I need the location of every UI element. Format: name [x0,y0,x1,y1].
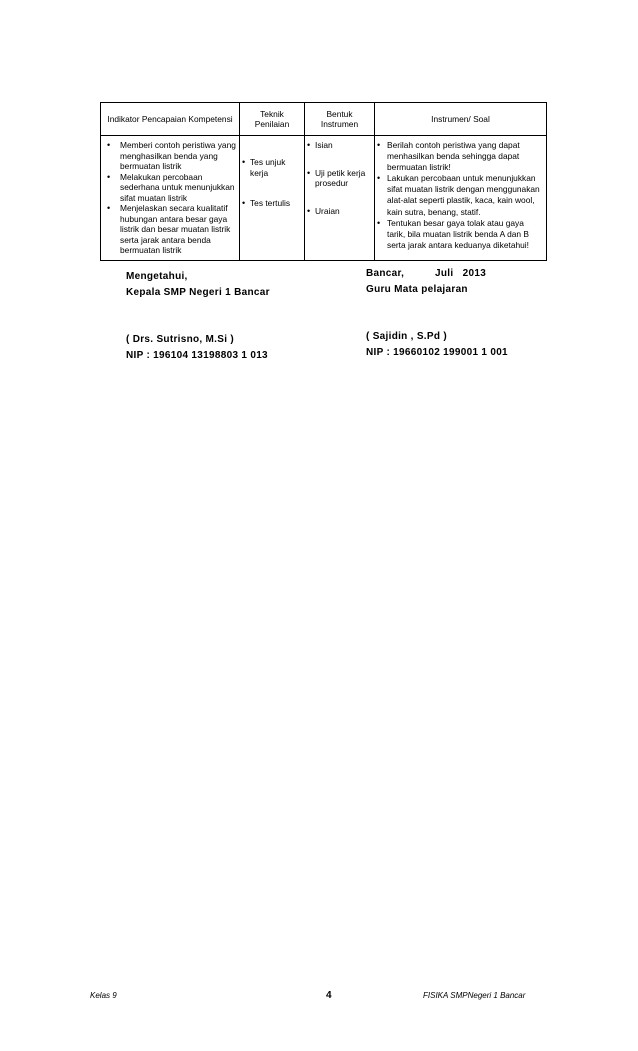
page-number: 4 [326,990,332,1001]
table-row [101,136,547,261]
header-teknik: Teknik Penilaian [240,103,305,136]
table-header-row [101,103,547,136]
right-sign-nip: NIP : 19660102 199001 1 001 [366,347,508,358]
list-item: • Tes tertulis [240,198,301,209]
header-soal: Instrumen/ Soal [375,103,547,136]
list-item: • Isian [305,140,371,151]
cell-bentuk [305,136,375,261]
cell-teknik [240,136,305,261]
right-sign-name: ( Sajidin , S.Pd ) [366,331,447,342]
list-item: • Tentukan besar gaya tolak atau gaya tarik, bila muatan listrik benda A dan B serta jarak antara keduanya diketahui! [375,218,543,251]
left-sign-nip: NIP : 196104 13198803 1 013 [126,350,268,361]
left-sign-line1: Mengetahui, [126,271,188,282]
list-item: • Uraian [305,206,371,217]
assessment-table [100,102,547,261]
list-item: • Menjelaskan secara kualitatif hubungan antara besar gaya listrik dan besar muatan listrik serta jarak antara benda bermuatan listrik [101,203,236,256]
list-item: • Berilah contoh peristiwa yang dapat menhasilkan benda sehingga dapat bermuatan listrik! [375,140,543,173]
cell-indikator [101,136,240,261]
cell-soal [375,136,547,261]
list-item: • Memberi contoh peristiwa yang menghasilkan benda yang bermuatan listrik [101,140,236,172]
list-item: • Tes unjuk kerja [240,157,301,178]
header-indikator: Indikator Pencapaian Kompetensi [101,103,240,136]
right-sign-line1: Bancar, Juli 2013 [366,268,487,279]
footer-class-label: Kelas 9 [90,991,117,1000]
right-sign-line2: Guru Mata pelajaran [366,284,468,295]
list-item: • Melakukan percobaan sederhana untuk menunjukkan sifat muatan listrik [101,172,236,204]
left-sign-line2: Kepala SMP Negeri 1 Bancar [126,287,270,298]
header-bentuk: Bentuk Instrumen [305,103,375,136]
footer-subject-label: FISIKA SMPNegeri 1 Bancar [423,991,526,1000]
list-item: • Lakukan percobaan untuk menunjukkan sifat muatan listrik dengan menggunakan alat-alat seperti plastik, kaca, kain wool, kain sutra, benang, statif. [375,173,543,217]
left-sign-name: ( Drs. Sutrisno, M.Si ) [126,334,235,345]
list-item: • Uji petik kerja prosedur [305,168,371,189]
